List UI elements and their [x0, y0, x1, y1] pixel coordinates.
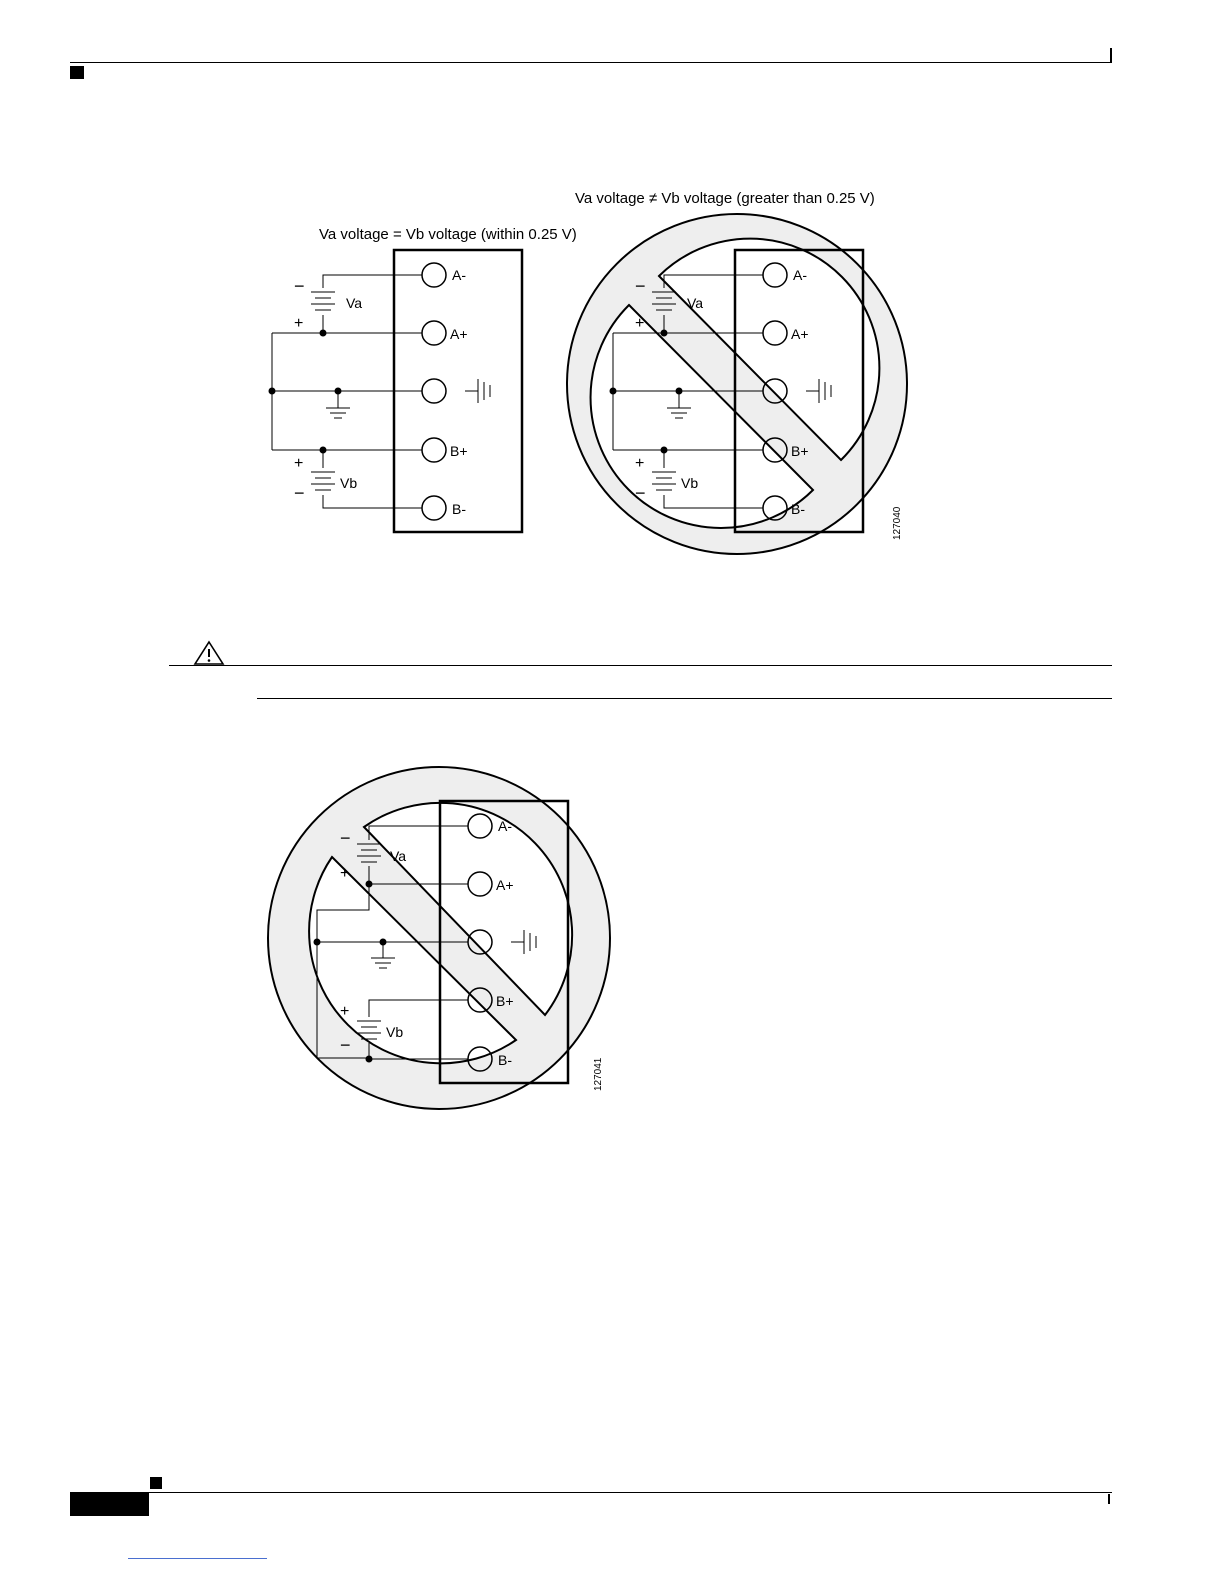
sign-plus: +	[294, 315, 304, 332]
sign-plus: +	[294, 455, 304, 472]
prohibition-sign-icon	[567, 214, 907, 554]
label-a-minus: A-	[793, 267, 807, 283]
label-vb: Vb	[340, 475, 358, 491]
label-a-minus: A-	[498, 818, 512, 834]
sign-minus: −	[294, 483, 305, 503]
footer-page-tab	[70, 1492, 149, 1516]
label-b-plus: B+	[450, 443, 468, 459]
footer-link-underline[interactable]	[128, 1558, 267, 1559]
sign-minus: −	[340, 1035, 351, 1055]
label-vb: Vb	[681, 475, 699, 491]
terminal-ground	[422, 379, 446, 403]
label-va: Va	[390, 848, 407, 864]
left-wiring-diagram	[272, 250, 522, 532]
label-a-plus: A+	[450, 326, 468, 342]
ground-icon	[326, 408, 350, 418]
figure-1-id: 127040	[892, 506, 903, 540]
figure-1-left-title: Va voltage = Vb voltage (within 0.25 V)	[319, 226, 577, 243]
label-a-minus: A-	[452, 267, 466, 283]
sign-plus: +	[340, 865, 350, 882]
footer-tick	[1108, 1494, 1110, 1504]
sign-plus: +	[340, 1003, 350, 1020]
terminal-b-minus	[422, 496, 446, 520]
terminal-a-minus	[422, 263, 446, 287]
label-b-minus: B-	[791, 501, 805, 517]
caution-bottom-rule	[257, 698, 1112, 699]
sign-minus: −	[340, 828, 351, 848]
label-a-plus: A+	[791, 326, 809, 342]
figure-2-diagram	[0, 740, 700, 1140]
chassis-ground-icon	[465, 379, 490, 403]
label-va: Va	[687, 295, 704, 311]
label-b-minus: B-	[452, 501, 466, 517]
sign-plus: +	[635, 315, 645, 332]
caution-top-rule	[169, 665, 1112, 666]
figure-1-diagram	[0, 0, 1224, 600]
label-a-plus: A+	[496, 877, 514, 893]
figure-1-right-title: Va voltage ≠ Vb voltage (greater than 0.25 V)	[575, 190, 875, 207]
figure-2-prohibited-diagram	[268, 767, 610, 1109]
sign-plus: +	[635, 455, 645, 472]
terminal-a-plus	[422, 321, 446, 345]
terminal-b-plus	[422, 438, 446, 462]
label-vb: Vb	[386, 1024, 404, 1040]
figure-2-id: 127041	[593, 1057, 604, 1091]
label-b-plus: B+	[791, 443, 809, 459]
label-b-plus: B+	[496, 993, 514, 1009]
label-va: Va	[346, 295, 363, 311]
caution-triangle-icon	[193, 640, 225, 666]
footer-rule	[70, 1492, 1112, 1493]
sign-minus: −	[635, 483, 646, 503]
sign-minus: −	[294, 276, 305, 296]
right-prohibited-diagram	[567, 214, 907, 554]
sign-minus: −	[635, 276, 646, 296]
footer-marker	[150, 1477, 162, 1489]
label-b-minus: B-	[498, 1052, 512, 1068]
